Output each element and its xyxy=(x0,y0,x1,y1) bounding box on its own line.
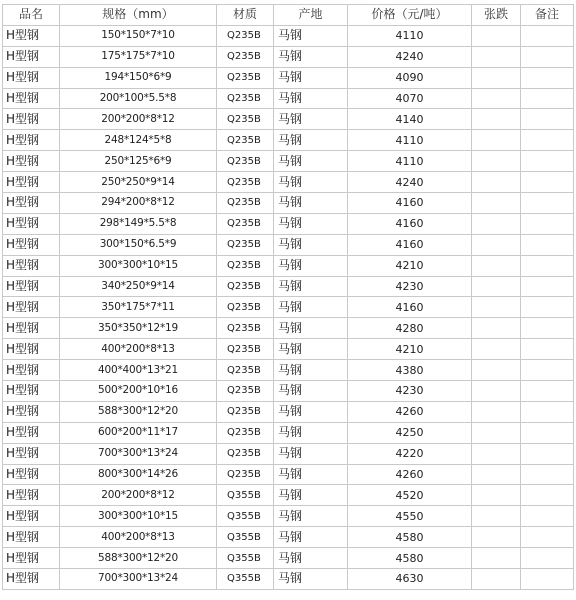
cell-material: Q235B xyxy=(217,172,274,193)
cell-spec: 200*200*8*12 xyxy=(60,109,217,130)
cell-price: 4160 xyxy=(348,193,472,214)
cell-price: 4240 xyxy=(348,46,472,67)
table-header-row xyxy=(3,5,574,26)
cell-spec: 248*124*5*8 xyxy=(60,130,217,151)
cell-change xyxy=(472,213,521,234)
table-row xyxy=(3,422,574,443)
cell-note xyxy=(521,297,574,318)
cell-spec: 350*350*12*19 xyxy=(60,318,217,339)
cell-price: 4280 xyxy=(348,318,472,339)
cell-origin: 马钢 xyxy=(274,527,348,548)
table-row xyxy=(3,297,574,318)
cell-note xyxy=(521,67,574,88)
table-row xyxy=(3,443,574,464)
cell-name: H型钢 xyxy=(3,130,60,151)
cell-spec: 400*200*8*13 xyxy=(60,339,217,360)
cell-name: H型钢 xyxy=(3,25,60,46)
cell-name: H型钢 xyxy=(3,109,60,130)
table-row xyxy=(3,569,574,590)
cell-change xyxy=(472,297,521,318)
cell-name: H型钢 xyxy=(3,234,60,255)
cell-price: 4260 xyxy=(348,401,472,422)
cell-name: H型钢 xyxy=(3,360,60,381)
table-row xyxy=(3,46,574,67)
cell-name: H型钢 xyxy=(3,548,60,569)
cell-origin: 马钢 xyxy=(274,25,348,46)
cell-note xyxy=(521,527,574,548)
cell-spec: 700*300*13*24 xyxy=(60,569,217,590)
cell-material: Q235B xyxy=(217,25,274,46)
cell-change xyxy=(472,109,521,130)
cell-price: 4230 xyxy=(348,276,472,297)
cell-name: H型钢 xyxy=(3,464,60,485)
cell-origin: 马钢 xyxy=(274,255,348,276)
cell-price: 4240 xyxy=(348,172,472,193)
cell-spec: 150*150*7*10 xyxy=(60,25,217,46)
cell-spec: 300*300*10*15 xyxy=(60,506,217,527)
cell-name: H型钢 xyxy=(3,506,60,527)
cell-origin: 马钢 xyxy=(274,109,348,130)
table-row xyxy=(3,276,574,297)
cell-spec: 300*150*6.5*9 xyxy=(60,234,217,255)
cell-origin: 马钢 xyxy=(274,234,348,255)
cell-material: Q355B xyxy=(217,569,274,590)
table-row xyxy=(3,67,574,88)
cell-spec: 500*200*10*16 xyxy=(60,381,217,402)
cell-change xyxy=(472,569,521,590)
cell-spec: 200*100*5.5*8 xyxy=(60,88,217,109)
cell-change xyxy=(472,422,521,443)
cell-note xyxy=(521,381,574,402)
cell-name: H型钢 xyxy=(3,297,60,318)
cell-note xyxy=(521,548,574,569)
table-row xyxy=(3,25,574,46)
table-row xyxy=(3,172,574,193)
cell-name: H型钢 xyxy=(3,172,60,193)
cell-spec: 400*200*8*13 xyxy=(60,527,217,548)
cell-origin: 马钢 xyxy=(274,276,348,297)
cell-spec: 200*200*8*12 xyxy=(60,485,217,506)
cell-price: 4520 xyxy=(348,485,472,506)
cell-name: H型钢 xyxy=(3,46,60,67)
cell-note xyxy=(521,506,574,527)
cell-origin: 马钢 xyxy=(274,297,348,318)
cell-material: Q355B xyxy=(217,548,274,569)
cell-change xyxy=(472,485,521,506)
cell-spec: 300*300*10*15 xyxy=(60,255,217,276)
table-row xyxy=(3,151,574,172)
cell-spec: 800*300*14*26 xyxy=(60,464,217,485)
cell-name: H型钢 xyxy=(3,381,60,402)
cell-price: 4250 xyxy=(348,422,472,443)
cell-price: 4160 xyxy=(348,213,472,234)
cell-note xyxy=(521,172,574,193)
cell-material: Q235B xyxy=(217,318,274,339)
table-row xyxy=(3,485,574,506)
header-note: 备注 xyxy=(521,5,574,26)
cell-origin: 马钢 xyxy=(274,88,348,109)
cell-change xyxy=(472,193,521,214)
table-row xyxy=(3,464,574,485)
cell-origin: 马钢 xyxy=(274,67,348,88)
cell-price: 4580 xyxy=(348,527,472,548)
cell-name: H型钢 xyxy=(3,213,60,234)
cell-price: 4110 xyxy=(348,25,472,46)
cell-origin: 马钢 xyxy=(274,130,348,151)
cell-price: 4260 xyxy=(348,464,472,485)
cell-note xyxy=(521,46,574,67)
cell-material: Q235B xyxy=(217,464,274,485)
cell-price: 4380 xyxy=(348,360,472,381)
table-row xyxy=(3,506,574,527)
cell-origin: 马钢 xyxy=(274,339,348,360)
cell-change xyxy=(472,234,521,255)
cell-material: Q235B xyxy=(217,360,274,381)
cell-note xyxy=(521,401,574,422)
cell-spec: 250*250*9*14 xyxy=(60,172,217,193)
cell-spec: 340*250*9*14 xyxy=(60,276,217,297)
table-row xyxy=(3,130,574,151)
cell-change xyxy=(472,255,521,276)
cell-note xyxy=(521,193,574,214)
cell-note xyxy=(521,151,574,172)
header-origin: 产地 xyxy=(274,5,348,26)
cell-spec: 294*200*8*12 xyxy=(60,193,217,214)
cell-price: 4140 xyxy=(348,109,472,130)
table-row xyxy=(3,381,574,402)
cell-change xyxy=(472,276,521,297)
cell-material: Q235B xyxy=(217,422,274,443)
cell-change xyxy=(472,360,521,381)
table-row xyxy=(3,255,574,276)
cell-change xyxy=(472,339,521,360)
cell-change xyxy=(472,88,521,109)
cell-spec: 350*175*7*11 xyxy=(60,297,217,318)
cell-material: Q235B xyxy=(217,130,274,151)
cell-origin: 马钢 xyxy=(274,464,348,485)
cell-origin: 马钢 xyxy=(274,172,348,193)
cell-name: H型钢 xyxy=(3,339,60,360)
table-row xyxy=(3,109,574,130)
price-table xyxy=(2,4,574,590)
cell-price: 4580 xyxy=(348,548,472,569)
cell-note xyxy=(521,360,574,381)
cell-origin: 马钢 xyxy=(274,506,348,527)
cell-price: 4160 xyxy=(348,297,472,318)
cell-note xyxy=(521,88,574,109)
cell-change xyxy=(472,548,521,569)
cell-origin: 马钢 xyxy=(274,193,348,214)
cell-note xyxy=(521,569,574,590)
cell-change xyxy=(472,401,521,422)
cell-material: Q235B xyxy=(217,67,274,88)
header-spec: 规格（mm） xyxy=(60,5,217,26)
cell-note xyxy=(521,443,574,464)
cell-material: Q235B xyxy=(217,339,274,360)
cell-material: Q235B xyxy=(217,297,274,318)
cell-origin: 马钢 xyxy=(274,213,348,234)
table-body xyxy=(3,25,574,589)
cell-change xyxy=(472,506,521,527)
cell-change xyxy=(472,318,521,339)
cell-change xyxy=(472,25,521,46)
cell-change xyxy=(472,130,521,151)
cell-name: H型钢 xyxy=(3,485,60,506)
cell-note xyxy=(521,130,574,151)
cell-note xyxy=(521,234,574,255)
cell-change xyxy=(472,46,521,67)
table-row xyxy=(3,234,574,255)
table-row xyxy=(3,527,574,548)
cell-material: Q235B xyxy=(217,213,274,234)
cell-change xyxy=(472,151,521,172)
table-row xyxy=(3,318,574,339)
cell-note xyxy=(521,276,574,297)
header-price: 价格（元/吨） xyxy=(348,5,472,26)
cell-change xyxy=(472,67,521,88)
cell-name: H型钢 xyxy=(3,276,60,297)
cell-material: Q355B xyxy=(217,485,274,506)
cell-note xyxy=(521,255,574,276)
cell-spec: 194*150*6*9 xyxy=(60,67,217,88)
cell-change xyxy=(472,443,521,464)
cell-name: H型钢 xyxy=(3,401,60,422)
cell-name: H型钢 xyxy=(3,569,60,590)
cell-material: Q235B xyxy=(217,88,274,109)
cell-origin: 马钢 xyxy=(274,46,348,67)
cell-name: H型钢 xyxy=(3,193,60,214)
cell-origin: 马钢 xyxy=(274,569,348,590)
table-row xyxy=(3,213,574,234)
cell-spec: 588*300*12*20 xyxy=(60,548,217,569)
cell-material: Q235B xyxy=(217,276,274,297)
cell-change xyxy=(472,172,521,193)
cell-price: 4160 xyxy=(348,234,472,255)
cell-origin: 马钢 xyxy=(274,443,348,464)
cell-price: 4110 xyxy=(348,151,472,172)
cell-spec: 588*300*12*20 xyxy=(60,401,217,422)
cell-spec: 700*300*13*24 xyxy=(60,443,217,464)
cell-material: Q235B xyxy=(217,193,274,214)
cell-spec: 298*149*5.5*8 xyxy=(60,213,217,234)
cell-note xyxy=(521,318,574,339)
cell-name: H型钢 xyxy=(3,422,60,443)
cell-material: Q355B xyxy=(217,506,274,527)
cell-price: 4550 xyxy=(348,506,472,527)
cell-note xyxy=(521,485,574,506)
table-row xyxy=(3,339,574,360)
cell-change xyxy=(472,381,521,402)
header-material: 材质 xyxy=(217,5,274,26)
cell-origin: 马钢 xyxy=(274,485,348,506)
cell-note xyxy=(521,213,574,234)
cell-material: Q235B xyxy=(217,401,274,422)
cell-note xyxy=(521,25,574,46)
cell-price: 4210 xyxy=(348,339,472,360)
cell-material: Q235B xyxy=(217,151,274,172)
cell-origin: 马钢 xyxy=(274,318,348,339)
cell-price: 4230 xyxy=(348,381,472,402)
table-row xyxy=(3,193,574,214)
cell-change xyxy=(472,464,521,485)
cell-origin: 马钢 xyxy=(274,151,348,172)
cell-name: H型钢 xyxy=(3,318,60,339)
table-row xyxy=(3,88,574,109)
cell-spec: 175*175*7*10 xyxy=(60,46,217,67)
cell-spec: 250*125*6*9 xyxy=(60,151,217,172)
cell-origin: 马钢 xyxy=(274,548,348,569)
cell-name: H型钢 xyxy=(3,151,60,172)
cell-name: H型钢 xyxy=(3,527,60,548)
header-change: 张跌 xyxy=(472,5,521,26)
cell-name: H型钢 xyxy=(3,255,60,276)
cell-price: 4220 xyxy=(348,443,472,464)
cell-name: H型钢 xyxy=(3,67,60,88)
cell-price: 4090 xyxy=(348,67,472,88)
cell-price: 4210 xyxy=(348,255,472,276)
cell-origin: 马钢 xyxy=(274,401,348,422)
cell-change xyxy=(472,527,521,548)
cell-note xyxy=(521,464,574,485)
cell-material: Q235B xyxy=(217,443,274,464)
cell-price: 4630 xyxy=(348,569,472,590)
table-row xyxy=(3,548,574,569)
header-name: 品名 xyxy=(3,5,60,26)
cell-material: Q235B xyxy=(217,109,274,130)
cell-name: H型钢 xyxy=(3,88,60,109)
cell-material: Q235B xyxy=(217,381,274,402)
cell-material: Q235B xyxy=(217,46,274,67)
cell-material: Q235B xyxy=(217,234,274,255)
cell-note xyxy=(521,422,574,443)
table-row xyxy=(3,360,574,381)
cell-origin: 马钢 xyxy=(274,422,348,443)
cell-spec: 400*400*13*21 xyxy=(60,360,217,381)
cell-material: Q355B xyxy=(217,527,274,548)
cell-name: H型钢 xyxy=(3,443,60,464)
cell-material: Q235B xyxy=(217,255,274,276)
cell-price: 4070 xyxy=(348,88,472,109)
table-row xyxy=(3,401,574,422)
cell-origin: 马钢 xyxy=(274,360,348,381)
cell-note xyxy=(521,109,574,130)
cell-origin: 马钢 xyxy=(274,381,348,402)
cell-spec: 600*200*11*17 xyxy=(60,422,217,443)
cell-note xyxy=(521,339,574,360)
cell-price: 4110 xyxy=(348,130,472,151)
